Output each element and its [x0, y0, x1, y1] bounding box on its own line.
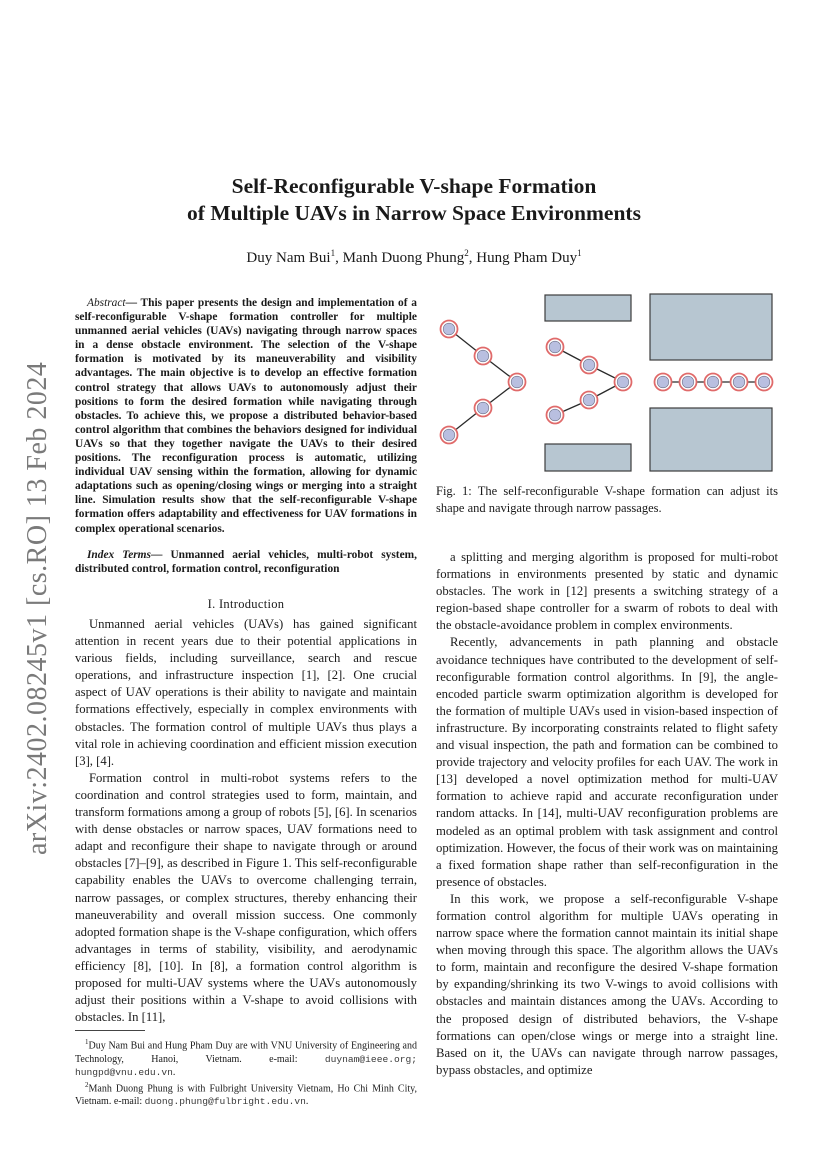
author-list: [0, 248, 828, 267]
index-terms: [75, 548, 417, 576]
right-column-body: [436, 549, 778, 1079]
uav-node: [657, 376, 669, 388]
left-column-body: [75, 616, 417, 1026]
footnote-rule: [75, 1030, 145, 1031]
email-addresses: duynam@ieee.org; hungpd@vnu.edu.vn: [75, 1053, 417, 1078]
paragraph: a splitting and merging algorithm is proposed for multi-robot formations in environments presented by static and dynamic obstacles. The work in [12] presents a switching strategy of a region-based shape controller for a swarm of robots to deal with the obstacle-avoidance problem in complex environments.: [436, 550, 778, 633]
footnote-1: $^1$Duy Nam Bui and Hung Pham Duy are with VNU University of Engineering and Technology, Hanoi, Vietnam. e-mail: duynam@ieee.org; hungpd@vnu.edu.vn.: [75, 1038, 417, 1078]
arxiv-identifier: arXiv:2402.08245v1 [cs.RO] 13 Feb 2024: [22, 361, 53, 855]
section-heading: I. Introduction: [207, 597, 285, 611]
formation-figure: [430, 290, 780, 475]
author-name: Hung Pham Duy: [476, 250, 578, 266]
uav-node: [549, 409, 561, 421]
uav-node: [477, 350, 489, 362]
figure-caption: Fig. 1: The self-reconfigurable V-shape formation can adjust its shape and navigate through narrow passages.: [436, 484, 778, 515]
obstacle-rect: [650, 294, 772, 360]
paragraph: In this work, we propose a self-reconfigurable V-shape formation control algorithm for multiple UAVs operating in narrow space where the formation cannot maintain its initial shape when moving through this space. The algorithm allows the UAVs to form, maintain and reconfigure the desired V-shape formation by expanding/shrinking its two V-wings to avoid collisions with obstacles and maintain distances among the UAVs. According to the proposed design of distributed behaviors, the V-shape formations can open/close wings or merge into a straight line. Based on it, the UAVs can navigate through narrow passages, bypass obstacles, and optimize: [436, 891, 778, 1077]
uav-node: [617, 376, 629, 388]
obstacle-rect: [545, 295, 631, 321]
obstacle-rect: [545, 444, 631, 471]
affiliation-mark: 1: [577, 248, 582, 258]
footnote-2: $^2$Manh Duong Phung is with Fulbright University Vietnam, Ho Chi Minh City, Vietnam. e-mail: duong.phung@fulbright.edu.vn.: [75, 1080, 417, 1108]
uav-node: [549, 341, 561, 353]
author-separator: ,: [335, 250, 343, 266]
affiliation-mark: 1: [330, 248, 336, 258]
author-name: Duy Nam Bui: [246, 250, 331, 266]
abstract: [75, 296, 417, 536]
paper-title: [0, 173, 828, 227]
uav-node: [443, 323, 455, 335]
email-address: duong.phung@fulbright.edu.vn: [144, 1096, 306, 1108]
author-separator: ,: [468, 250, 477, 266]
uav-node: [511, 376, 523, 388]
author-name: Manh Duong Phung: [342, 250, 465, 266]
uav-node: [707, 376, 719, 388]
index-terms-label: Index Terms: [87, 549, 151, 561]
uav-node: [443, 429, 455, 441]
obstacle-rect: [650, 408, 772, 471]
title-line-2: of Multiple UAVs in Narrow Space Environments: [187, 201, 641, 225]
uav-node: [733, 376, 745, 388]
uav-node: [758, 376, 770, 388]
formation-diagram: [430, 290, 780, 475]
paragraph: Recently, advancements in path planning and obstacle avoidance techniques have contributed to the development of self-reconfigurable formation control algorithms. In [9], the angle-encoded particle swarm optimization algorithm is developed for the formation of multiple UAVs used in vision-based inspection of infrastructure. By incorporating constraints related to flight safety and visual inspection, the path and formation can be combined to provide trajectory and velocity profiles for each UAV. The work in [13] developed a novel optimization method for multi-UAV formation to achieve rapid and accurate reconfiguration under random attacks. In [14], multi-UAV reconfiguration problems are modeled as an optimal problem with task assignment and control optimization. However, the focus of their work was on maintaining a fixed formation shape rather than self-reconfiguration in the presence of obstacles.: [436, 635, 778, 889]
uav-node: [682, 376, 694, 388]
affiliation-mark: 2: [464, 248, 469, 258]
paragraph: Unmanned aerial vehicles (UAVs) has gained significant attention in recent years due to their potential applications in various fields, including surveillance, search and rescue operations, and infrastructure inspection [1], [2]. One crucial aspect of UAV operations is their ability to navigate and maintain formations effectively, especially in complex environments with obstacles. The formation control of multiple UAVs thus plays a vital role in achieving coordination and efficient mission execution [3], [4].: [75, 617, 417, 768]
uav-node: [583, 359, 595, 371]
abstract-label: Abstract: [87, 297, 126, 309]
paragraph: Formation control in multi-robot systems refers to the coordination and control strategies used to form, maintain, and transform formations among a group of robots [5], [6]. In scenarios with dense obstacles or narrow spaces, UAV formations need to adapt and reconfigure their shape to navigate through or around obstacles [7]–[9], as described in Figure 1. This self-reconfigurable capability enables the UAVs to overcome challenging terrain, narrow passages, or complex structures, thereby enhancing their maneuverability and overall mission success. One commonly adopted formation shape is the V-shape configuration, which offers advantages in terms of stability, visibility, and aerodynamic efficiency [8], [10]. In [8], a formation control algorithm is proposed for multi-UAV systems where the UAVs autonomously adjust their positions within a V-shape to avoid collisions with obstacles. In [11],: [75, 770, 417, 1025]
uav-node: [477, 402, 489, 414]
footnotes: [75, 1036, 417, 1109]
uav-node: [583, 394, 595, 406]
index-terms-text: — Unmanned aerial vehicles, multi-robot system, distributed control, formation control, reconfiguration: [75, 549, 417, 576]
title-line-1: Self-Reconfigurable V-shape Formation: [231, 174, 597, 198]
abstract-text: — This paper presents the design and implementation of a self-reconfigurable V-shape formation controller for multiple unmanned aerial vehicles (UAVs) navigating through narrow spaces in a dense obstacle environment. The selection of the V-shape formation is motivated by its maneuverability and visibility advantages. The main objective is to develop an effective formation control strategy that allows UAVs to autonomously adjust their positions to form the desired formation while navigating through obstacles. To achieve this, we propose a distributed behavior-based control algorithm that combines the behaviors designed for individual UAVs so that they together navigate the UAVs to their desired positions. The reconfiguration process is automatic, utilizing individual UAV sensing within the formation, allowing for dynamic adaptations such as opening/closing wings or merging into a straight line. Simulation results show that the self-reconfigurable V-shape formation offers adaptability and effectiveness for UAV formations in complex operational scenarios.: [75, 297, 417, 535]
